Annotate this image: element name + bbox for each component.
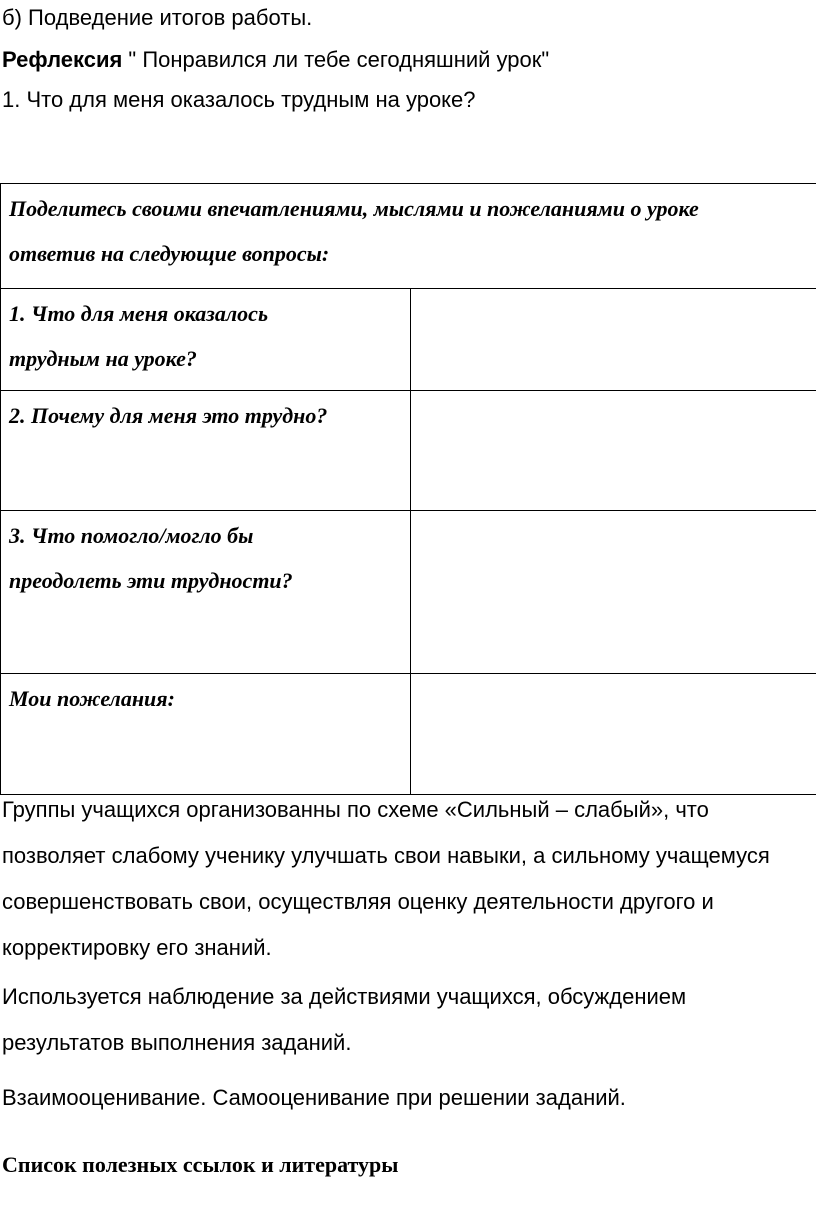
question-line: 1. Что для меня оказалось трудным на уроке? [2,87,476,112]
reflection-title: " Понравился ли тебе сегодняшний урок" [122,47,550,72]
question-cell [1,674,411,795]
answer-cell[interactable] [411,511,816,674]
paragraph-groups [2,787,814,971]
answer-cell[interactable] [411,674,816,795]
paragraph-observation [2,974,814,1066]
paragraph-line: корректировку его знаний. [2,935,272,960]
references-heading: Список полезных ссылок и литературы [2,1152,399,1177]
paragraph-line: Взаимооценивание. Самооценивание при решении заданий. [2,1085,626,1110]
paragraph-assessment [2,1075,814,1121]
paragraph-line: совершенствовать свои, осуществляя оценку деятельности другого и [2,889,714,914]
paragraph-line: позволяет слабому ученику улучшать свои навыки, а сильному учащемуся [2,843,770,868]
table-intro-line: Поделитесь своими впечатлениями, мыслями и пожеланиями о уроке [9,196,699,221]
question-text: Мои пожелания: [9,686,175,711]
table-intro-line: ответив на следующие вопросы: [9,241,330,266]
table-row [1,391,816,511]
reflection-table [0,183,816,795]
answer-cell[interactable] [411,391,816,511]
question-cell [1,391,411,511]
answer-cell[interactable] [411,289,816,391]
question-text: 1. Что для меня оказалось [9,301,268,326]
question-text: преодолеть эти трудности? [9,568,293,593]
table-intro-row [1,184,816,289]
table-row [1,674,816,795]
summary-line: б) Подведение итогов работы. [2,5,313,30]
question-text: 2. Почему для меня это трудно? [9,403,328,428]
reflection-label: Рефлексия [2,47,123,72]
question-cell [1,511,411,674]
table-row [1,289,816,391]
paragraph-line: результатов выполнения заданий. [2,1030,352,1055]
paragraph-line: Группы учащихся организованны по схеме «Сильный – слабый», что [2,797,709,822]
question-text: 3. Что помогло/могло бы [9,523,254,548]
paragraph-line: Используется наблюдение за действиями учащихся, обсуждением [2,984,687,1009]
table-intro-cell [1,184,816,289]
table-row [1,511,816,674]
question-text: трудным на уроке? [9,346,197,371]
question-cell [1,289,411,391]
reflection-line [2,45,549,75]
